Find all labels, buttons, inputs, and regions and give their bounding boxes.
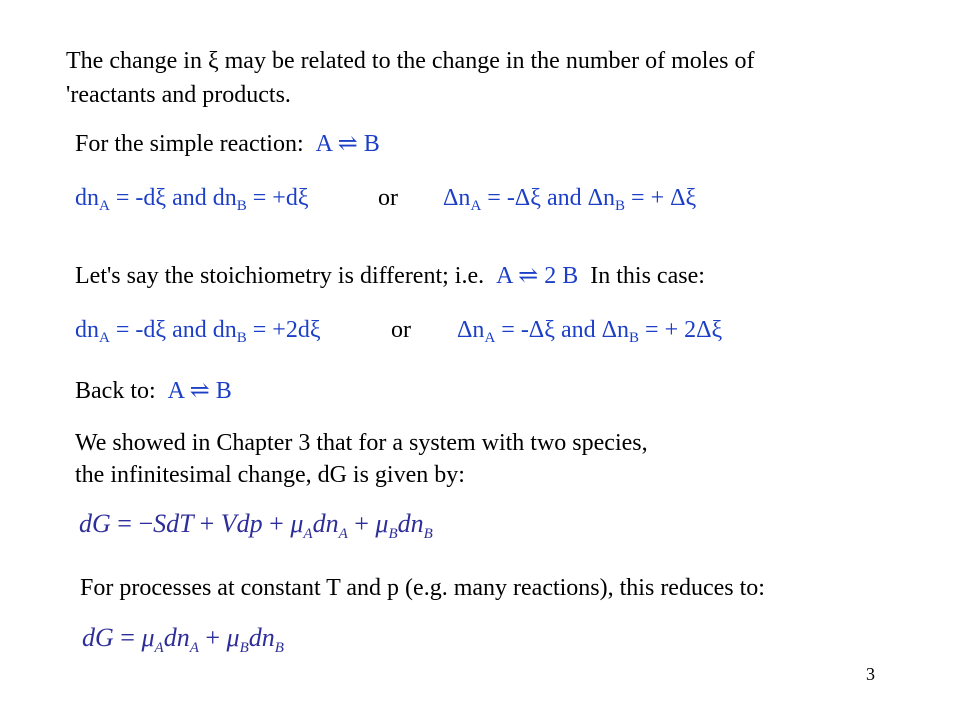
page-number: 3 [866,664,875,684]
gibbs-equation-reduced: dG = $\mu_Adn_A + \mu_Bdn_B$ [82,623,284,656]
stoichiometry-suffix: In this case: [590,263,705,289]
relation-1-left: $dn_A = -d\xi$ and $dn_B = +d\xi$ [75,185,309,214]
back-to-label: Back to: [75,378,156,404]
relation-1-or: or [378,185,398,211]
constant-tp-text: For processes at constant T and p (e.g. many reactions), this reduces to: [80,575,765,601]
chapter3-line-1: We showed in Chapter 3 that for a system with two species, [75,430,648,456]
relation-2-or: or [391,317,411,343]
intro-line-1: The change in ξ may be related to the change in the number of moles of [66,48,755,74]
relation-2-left: $dn_A = -d\xi$ and $dn_B = +2d\xi$ [75,317,321,346]
relation-2-right: $\Delta n_A = -\Delta\xi$ and $\Delta n_B$ = + 2Δξ [457,317,723,346]
chapter3-line-2: the infinitesimal change, dG is given by: [75,462,465,488]
gibbs-equation-full: dG = −SdT + Vdp + $\mu_Adn_A + \mu_Bdn_B$ [79,509,433,542]
stoichiometry-prefix: Let's say the stoichiometry is different; i.e. [75,263,485,289]
back-to-line [75,377,232,405]
back-to-equation: A ⇌ B [167,378,232,404]
stoichiometry-equation: A ⇌ 2 B [496,263,579,289]
intro-line-2: 'reactants and products. [66,82,291,108]
relation-1-right: $\Delta n_A = -\Delta\xi$ and $\Delta n_B$ = + Δξ [443,185,697,214]
simple-reaction-line [75,130,380,158]
simple-reaction-label: For the simple reaction: [75,131,304,157]
simple-reaction-equation: A ⇌ B [315,131,380,157]
stoichiometry-line [75,262,705,290]
